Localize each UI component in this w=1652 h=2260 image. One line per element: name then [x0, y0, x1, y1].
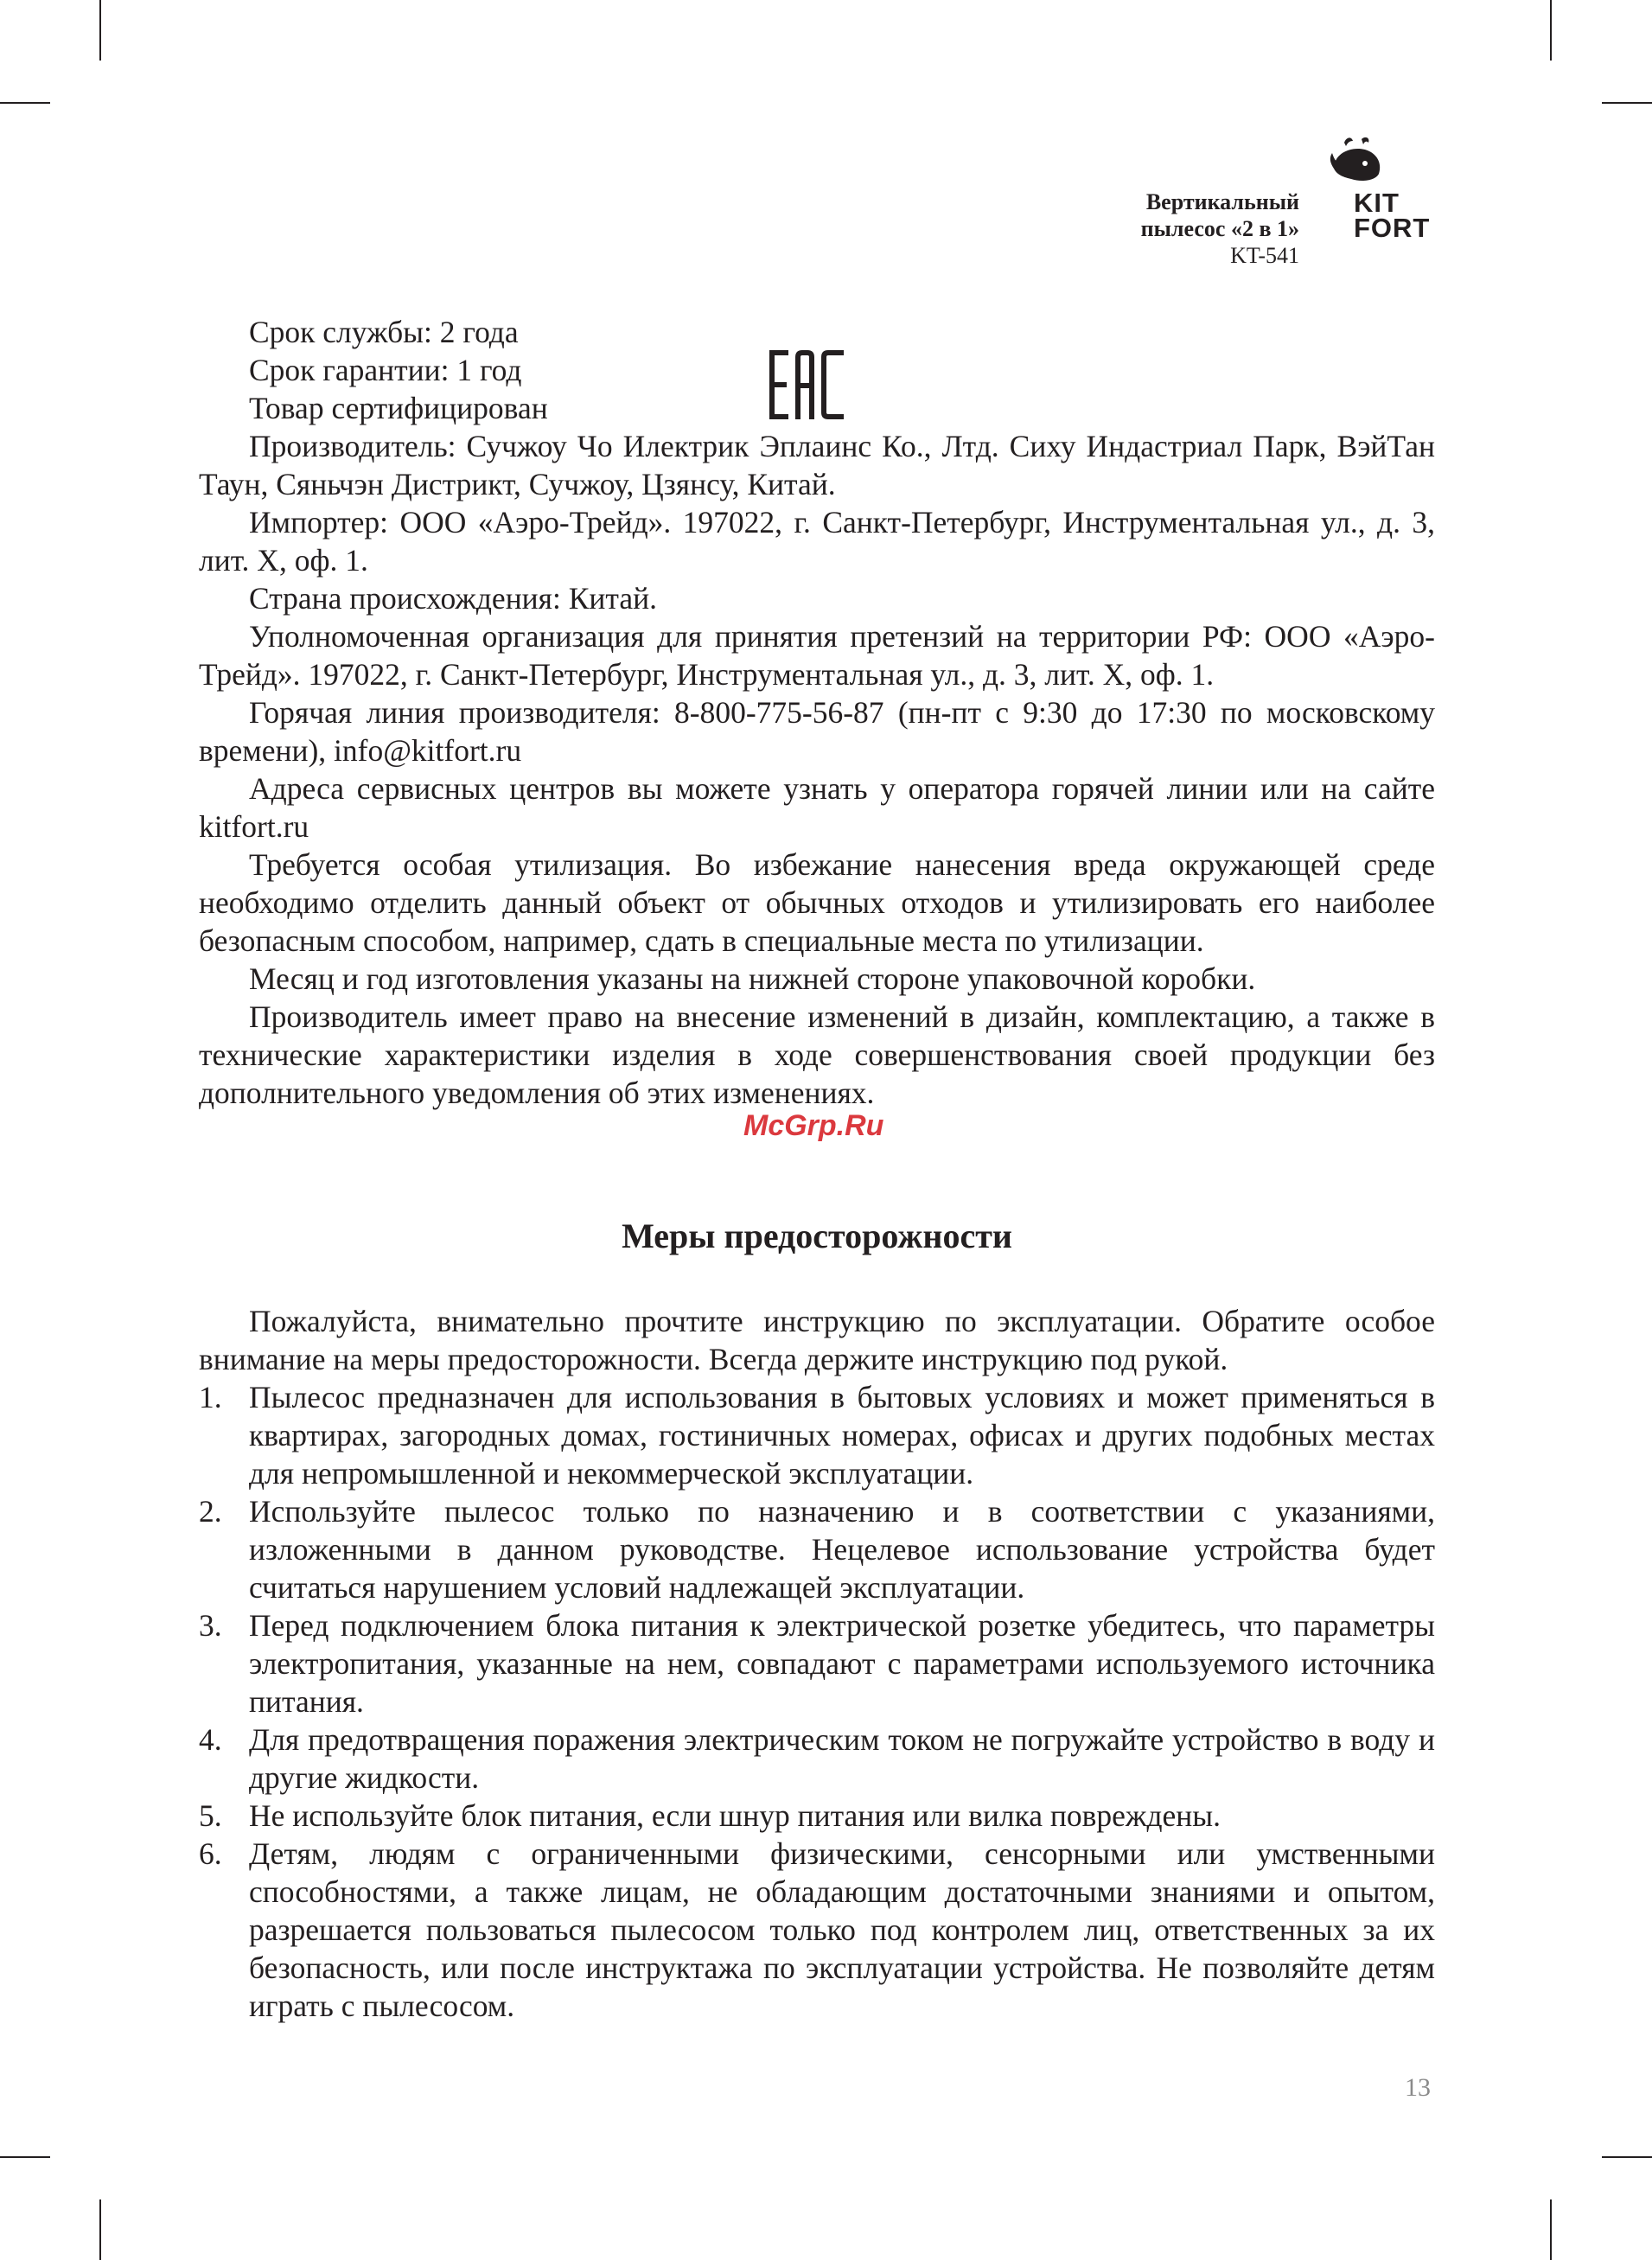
crop-mark	[99, 2199, 101, 2260]
list-item-number: 2.	[199, 1494, 222, 1529]
service-centers: Адреса сервисных центров вы можете узнать у оператора горячей линии или на сайте kitfort.ru	[199, 771, 1435, 844]
crop-mark	[0, 102, 50, 104]
list-item-text: Используйте пылесос только по назначению и в соответствии с указаниями, изложенными в данном руководстве. Нецелевое использование устройства будет считаться нарушением условий надлежащей эксплуатации.	[249, 1494, 1435, 1605]
precautions-list	[199, 1378, 1435, 2025]
logo-line1: KIT	[1354, 188, 1400, 218]
list-item	[199, 1378, 1435, 1492]
section-intro: Пожалуйста, внимательно прочтите инструкцию по эксплуатации. Обратите особое внимание на меры предосторожности. Всегда держите инструкцию под рукой.	[199, 1304, 1435, 1376]
crop-mark	[1602, 102, 1652, 104]
list-item-text: Перед подключением блока питания к электрической розетке убедитесь, что параметры электропитания, указанные на нем, совпадают с параметрами используемого источника питания.	[249, 1608, 1435, 1719]
list-item-number: 6.	[199, 1836, 222, 1871]
list-item	[199, 1606, 1435, 1721]
crop-mark	[1550, 0, 1552, 61]
list-item-number: 1.	[199, 1380, 222, 1414]
disposal-info: Требуется особая утилизация. Во избежание нанесения вреда окружающей среде необходимо отделить данный объект от обычных отходов и утилизировать его наиболее безопасным способом, например, сдать в специальные места по утилизации.	[199, 847, 1435, 958]
watermark: McGrp.Ru	[743, 1109, 884, 1142]
list-item	[199, 1797, 1435, 1835]
crop-mark	[1602, 2156, 1652, 2158]
country-of-origin: Страна происхождения: Китай.	[249, 581, 658, 616]
crop-mark	[0, 2156, 50, 2158]
list-item	[199, 1835, 1435, 2025]
list-item-number: 5.	[199, 1798, 222, 1833]
list-item-number: 4.	[199, 1722, 222, 1757]
manufacturer-info: Производитель: Сучжоу Чо Илектрик Эплаинс Ко., Лтд. Сиху Индастриал Парк, ВэйТан Таун, Сяньчэн Дистрикт, Сучжоу, Цзянсу, Китай.	[199, 429, 1435, 501]
changes-disclaimer: Производитель имеет право на внесение изменений в дизайн, комплектацию, а также в технические характеристики изделия в ходе совершенствования своей продукции без дополнительного уведомления об этих изменениях.	[199, 999, 1435, 1110]
list-item-number: 3.	[199, 1608, 222, 1643]
page-number: 13	[1405, 2073, 1431, 2102]
list-item	[199, 1492, 1435, 1606]
whale-icon	[1327, 134, 1387, 186]
list-item-text: Для предотвращения поражения электрическим током не погружайте устройство в воду и другие жидкости.	[249, 1722, 1435, 1795]
certification-note: Товар сертифицирован	[249, 391, 548, 425]
header-product-line2: пылесос «2 в 1»	[1140, 216, 1299, 241]
header-model: KT-541	[1230, 243, 1299, 268]
logo-wordmark	[1354, 188, 1440, 243]
page-content	[199, 313, 1435, 2025]
list-item	[199, 1721, 1435, 1797]
list-item-text: Детям, людям с ограниченными физическими, сенсорными или умственными способностями, а также лицам, не обладающим достаточными знаниями и опытом, разрешается пользоваться пылесосом только под контролем лиц, ответственных за их безопасность, или после инструктажа по эксплуатации устройства. Не позволяйте детям играть с пылесосом.	[249, 1836, 1435, 2023]
document-header	[954, 188, 1299, 269]
manufacture-date-info: Месяц и год изготовления указаны на нижней стороне упаковочной коробки.	[249, 961, 1256, 996]
logo-line2: FORT	[1354, 213, 1431, 243]
warranty-period: Срок гарантии: 1 год	[249, 353, 522, 387]
authorized-organization: Уполномоченная организация для принятия претензий на территории РФ: ООО «Аэро-Трейд». 197022, г. Санкт-Петербург, Инструментальная ул., д. 3, лит. Х, оф. 1.	[199, 619, 1435, 692]
service-life: Срок службы: 2 года	[249, 315, 519, 349]
hotline-info: Горячая линия производителя: 8-800-775-56-87 (пн-пт с 9:30 до 17:30 по московскому времени), info@kitfort.ru	[199, 695, 1435, 768]
crop-mark	[1550, 2199, 1552, 2260]
section-title: Меры предосторожности	[622, 1216, 1012, 1255]
importer-info: Импортер: ООО «Аэро-Трейд». 197022, г. Санкт-Петербург, Инструментальная ул., д. 3, лит. Х, оф. 1.	[199, 505, 1435, 578]
list-item-text: Не используйте блок питания, если шнур питания или вилка повреждены.	[249, 1798, 1221, 1833]
list-item-text: Пылесос предназначен для использования в бытовых условиях и может применяться в квартирах, загородных домах, гостиничных номерах, офисах и других подобных местах для непромышленной и некоммерческой эксплуатации.	[249, 1380, 1435, 1491]
header-product-line1: Вертикальный	[1145, 189, 1299, 214]
crop-mark	[99, 0, 101, 61]
